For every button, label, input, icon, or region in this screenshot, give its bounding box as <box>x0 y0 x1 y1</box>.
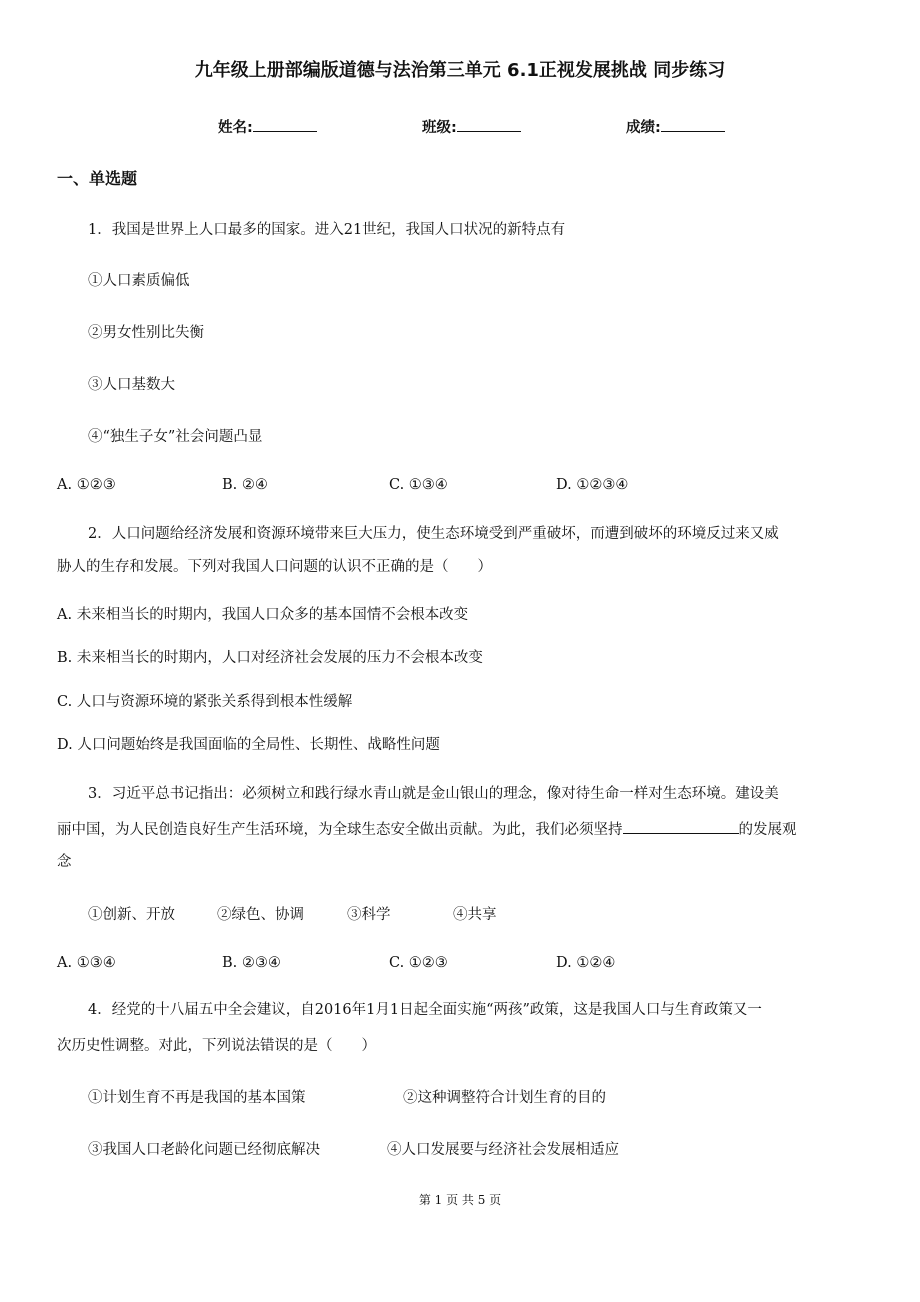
question-1-choice-b[interactable]: B. ②④ <box>222 477 268 493</box>
question-4-item: ②这种调整符合计划生育的目的 <box>403 1090 606 1106</box>
question-1-stem: 1．我国是世界上人口最多的国家。进入21世纪，我国人口状况的新特点有 <box>88 222 566 238</box>
question-3-stem-line3: 念 <box>57 854 72 870</box>
score-field[interactable] <box>626 116 725 138</box>
question-3-item: ②绿色、协调 <box>217 907 304 923</box>
question-4-stem-line1: 4．经党的十八届五中全会建议，自2016年1月1日起全面实施“两孩”政策，这是我国人口与生育政策又一 <box>88 1002 762 1018</box>
question-1-item: ①人口素质偏低 <box>88 273 190 289</box>
question-3-stem-part: 的发展观 <box>738 822 797 838</box>
question-3-choice-d[interactable]: D. ①②④ <box>556 955 616 971</box>
question-1-choice-a[interactable]: A. ①②③ <box>57 477 116 493</box>
question-1-item: ③人口基数大 <box>88 377 175 393</box>
question-1-choice-d[interactable]: D. ①②③④ <box>556 477 629 493</box>
question-3-choice-b[interactable]: B. ②③④ <box>222 955 281 971</box>
question-4-item: ③我国人口老龄化问题已经彻底解决 <box>88 1142 320 1158</box>
class-field[interactable] <box>422 116 521 138</box>
question-4-item: ④人口发展要与经济社会发展相适应 <box>387 1142 619 1158</box>
question-1-choice-c[interactable]: C. ①③④ <box>389 477 448 493</box>
document-title: 九年级上册部编版道德与法治第三单元 6.1正视发展挑战 同步练习 <box>194 60 726 81</box>
question-3-stem-line1: 3．习近平总书记指出：必须树立和践行绿水青山就是金山银山的理念，像对待生命一样对生态环境。建设美 <box>88 786 779 802</box>
question-3-item: ①创新、开放 <box>88 907 175 923</box>
question-3-choice-a[interactable]: A. ①③④ <box>57 955 116 971</box>
question-3-item: ③科学 <box>347 907 391 923</box>
fill-blank <box>623 818 739 834</box>
question-2-choice-d[interactable]: D. 人口问题始终是我国面临的全局性、长期性、战略性问题 <box>57 737 440 753</box>
question-3-stem-line2 <box>57 818 797 840</box>
question-3-choice-c[interactable]: C. ①②③ <box>389 955 448 971</box>
name-label: 姓名: <box>218 120 253 136</box>
question-3-stem-part: 丽中国，为人民创造良好生产生活环境，为全球生态安全做出贡献。为此，我们必须坚持 <box>57 822 623 838</box>
page-footer: 第 1 页 共 5 页 <box>418 1193 502 1207</box>
question-2-choice-b[interactable]: B. 未来相当长的时期内，人口对经济社会发展的压力不会根本改变 <box>57 650 483 666</box>
question-1-item: ②男女性别比失衡 <box>88 325 204 341</box>
class-label: 班级: <box>422 120 457 136</box>
question-2-choice-c[interactable]: C. 人口与资源环境的紧张关系得到根本性缓解 <box>57 694 353 710</box>
question-3-item: ④共享 <box>453 907 497 923</box>
question-4-stem-line2: 次历史性调整。对此，下列说法错误的是（ ） <box>57 1038 376 1054</box>
question-2-stem-line1: 2．人口问题给经济发展和资源环境带来巨大压力，使生态环境受到严重破坏，而遭到破坏的环境反过来又威 <box>88 526 779 542</box>
section-heading: 一、单选题 <box>57 169 138 188</box>
question-4-item: ①计划生育不再是我国的基本国策 <box>88 1090 306 1106</box>
question-1-item: ④“独生子女”社会问题凸显 <box>88 429 263 445</box>
score-label: 成绩: <box>626 120 661 136</box>
question-2-stem-line2: 胁人的生存和发展。下列对我国人口问题的认识不正确的是（ ） <box>57 559 492 575</box>
name-field[interactable] <box>218 116 317 138</box>
question-2-choice-a[interactable]: A. 未来相当长的时期内，我国人口众多的基本国情不会根本改变 <box>57 607 469 623</box>
